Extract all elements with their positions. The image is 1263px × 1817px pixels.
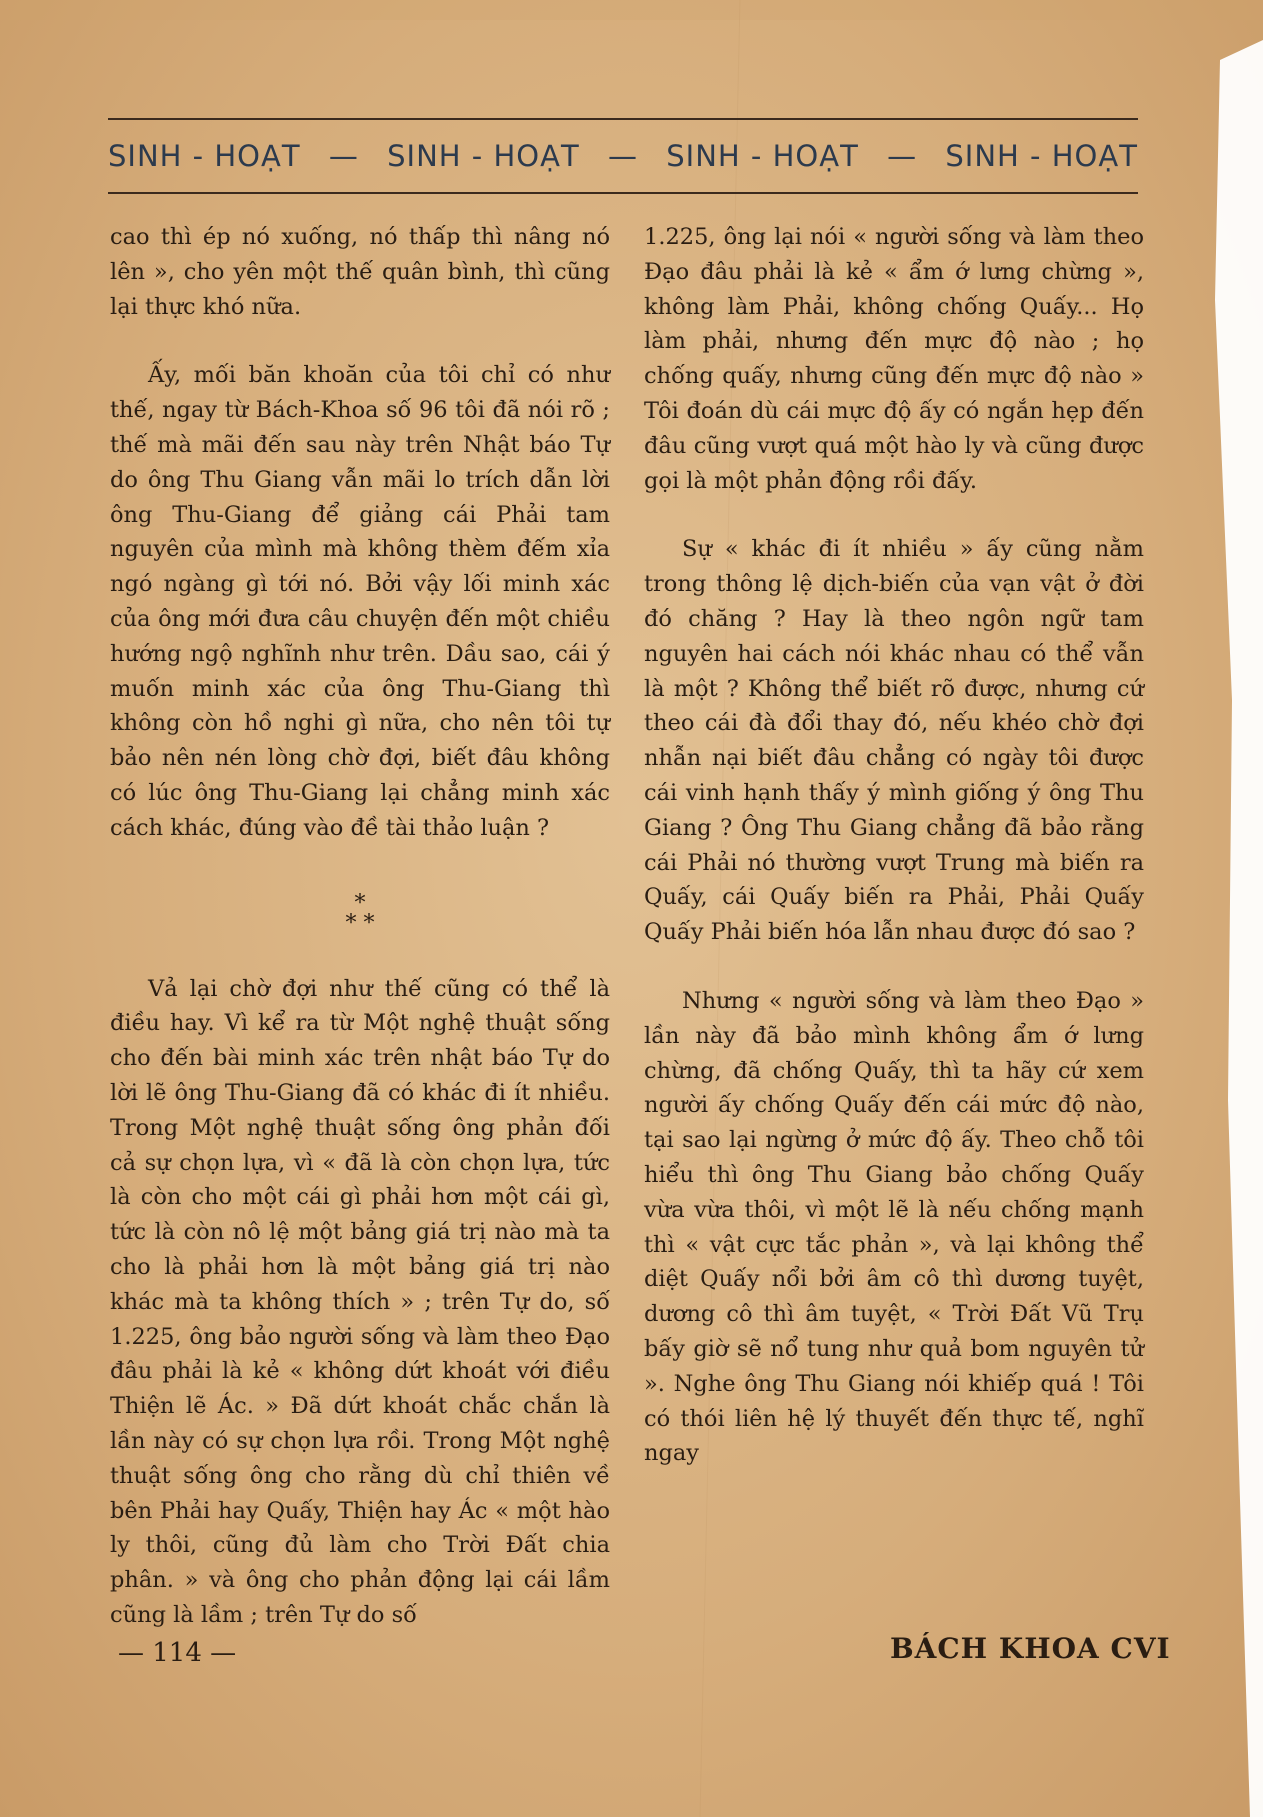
asterism-bottom: * * [345, 910, 375, 936]
paragraph: Sự « khác đi ít nhiều » ấy cũng nằm trong thông lệ dịch-biến của vạn vật ở đời đó chăng ? Hay là theo ngôn ngữ tam nguyên hai cách nói khác nhau có thể vẫn là một ? Không thể biết rõ được, nhưng cứ theo cái đà đổi thay đó, nếu khéo chờ đợi nhẫn nại biết đâu chẳng có ngày tôi được cái vinh hạnh thấy ý mình giống ý ông Thu Giang ? Ông Thu Giang chẳng đã bảo rằng cái Phải nó thường vượt Trung mà biến ra Quấy, cái Quấy biến ra Phải, Phải Quấy Quấy Phải biến hóa lẫn nhau được đó sao ? [644, 536, 1144, 946]
paragraph: Ấy, mối băn khoăn của tôi chỉ có như thế, ngay từ Bách-Khoa số 96 tôi đã nói rõ ; thế mà mãi đến sau này trên Nhật báo Tự do ông Thu Giang vẫn mãi lo trích dẫn lời ông Thu-Giang để giảng cái Phải tam nguyên của mình mà không thèm đếm xỉa ngó ngàng gì tới nó. Bởi vậy lối minh xác của ông mới đưa câu chuyện đến một chiều hướng ngộ nghĩnh như trên. Dầu sao, cái ý muốn minh xác của ông Thu-Giang thì không còn hồ nghi gì nữa, cho nên tôi tự bảo nên nén lòng chờ đợi, biết đâu không có lúc ông Thu-Giang lại chẳng minh xác cách khác, đúng vào đề tài thảo luận ? [110, 362, 610, 841]
left-column [110, 220, 610, 1667]
paragraph: 1.225, ông lại nói « người sống và làm theo Đạo đâu phải là kẻ « ẩm ớ lưng chừng », không làm Phải, không chống Quấy... Họ làm phải, nhưng đến mực độ nào ; họ chống quấy, nhưng cũng đến mực độ nào » Tôi đoán dù cái mực độ ấy có ngắn hẹp đến đâu cũng vượt quá một hào ly và cũng được gọi là một phản động rồi đấy. [644, 224, 1144, 494]
header-section-title: SINH - HOẠT [945, 139, 1138, 173]
section-break [110, 890, 610, 936]
header-separator: — [607, 139, 638, 173]
header-separator: — [328, 139, 359, 173]
header-section-title: SINH - HOẠT [108, 139, 301, 173]
header-separator: — [887, 139, 918, 173]
right-column [644, 220, 1144, 1505]
asterism-top: * [354, 890, 366, 916]
running-header [108, 118, 1138, 194]
paragraph: Vả lại chờ đợi như thế cũng có thể là điều hay. Vì kể ra từ Một nghệ thuật sống cho đến bài minh xác trên nhật báo Tự do lời lẽ ông Thu-Giang đã có khác đi ít nhiều. Trong Một nghệ thuật sống ông phản đối cả sự chọn lựa, vì « đã là còn chọn lựa, tức là còn cho một cái gì phải hơn một cái gì, tức là còn nô lệ một bảng giá trị nào mà ta cho là phải hơn là một bảng giá trị nào khác mà ta không thích » ; trên Tự do, số 1.225, ông bảo người sống và làm theo Đạo đâu phải là kẻ « không dứt khoát với điều Thiện lẽ Ác. » Đã dứt khoát chắc chắn là lần này có sự chọn lựa rồi. Trong Một nghệ thuật sống ông cho rằng dù chỉ thiên về bên Phải hay Quấy, Thiện hay Ác « một hào ly thôi, cũng đủ làm cho Trời Đất chia phân. » và ông cho phản động lại cái lầm cũng là lầm ; trên Tự do số [110, 975, 610, 1628]
publication-name: BÁCH KHOA CVI [890, 1632, 1171, 1665]
page-number: — 114 — [118, 1638, 237, 1668]
paragraph: Nhưng « người sống và làm theo Đạo » lần này đã bảo mình không ẩm ớ lưng chừng, đã chống Quấy, thì ta hãy cứ xem người ấy chống Quấy đến cái mức độ nào, tại sao lại ngừng ở mức độ ấy. Theo chỗ tôi hiểu thì ông Thu Giang bảo chống Quấy vừa vừa thôi, vì một lẽ là nếu chống mạnh thì « vật cực tắc phản », và lại không thể diệt Quấy nổi bởi âm cô thì dương tuyệt, dương cô thì âm tuyệt, « Trời Đất Vũ Trụ bấy giờ sẽ nổ tung như quả bom nguyên tử ». Nghe ông Thu Giang nói khiếp quá ! Tôi có thói liên hệ lý thuyết đến thực tế, nghĩ ngay [644, 987, 1144, 1467]
header-section-title: SINH - HOẠT [387, 139, 580, 173]
paragraph: cao thì ép nó xuống, nó thấp thì nâng nó lên », cho yên một thế quân bình, thì cũng lại thực khó nữa. [110, 224, 610, 320]
header-section-title: SINH - HOẠT [666, 139, 859, 173]
